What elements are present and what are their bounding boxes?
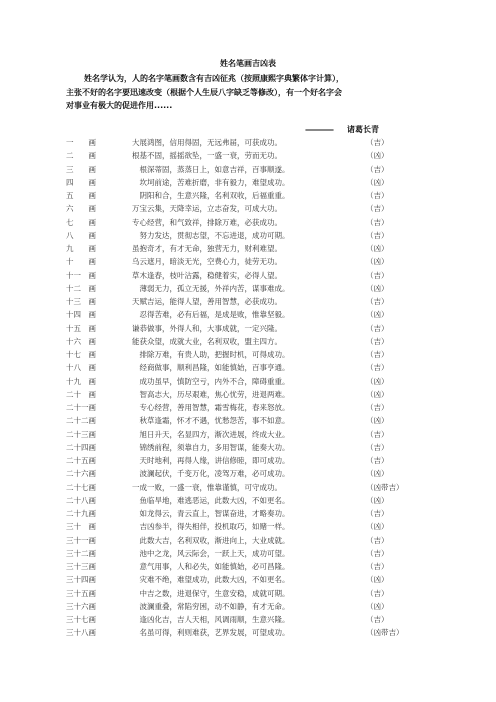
stroke-count: 三十二画 [66,548,96,558]
fortune-description: 此数大吉，名利双收，渐进向上，大业成就。 [132,535,290,545]
fortune-result: （凶） [366,244,389,253]
fortune-result: （吉） [366,442,389,452]
stroke-count: 六 画 [66,204,96,214]
fortune-result: （吉） [366,535,389,545]
fortune-result: （凶） [366,151,389,161]
author-signature [305,124,445,135]
stroke-count: 二十三画 [66,429,96,439]
table-row [66,507,456,520]
fortune-description: 经商做事，顺利昌隆，如能慎始，百事亨通。 [132,363,290,373]
table-row [66,626,456,639]
fortune-description: 能获众望，成就大业，名利双收，盟主四方。 [132,336,282,346]
stroke-count: 三十八画 [66,628,96,638]
stroke-count: 二十九画 [66,509,96,518]
intro-paragraph [66,72,430,113]
table-row [66,467,456,480]
fortune-result: （吉） [366,403,389,412]
fortune-result: （吉） [366,336,389,346]
fortune-description: 成功虽早，慎防空亏，内外不合，障碍重重。 [132,376,290,386]
table-row [66,520,456,533]
fortune-description: 忍得苦难，必有后福，是成是败，惟靠坚毅。 [132,310,290,320]
stroke-count: 十七 画 [66,350,96,359]
stroke-count: 七 画 [66,217,96,227]
stroke-count: 二十八画 [66,495,96,505]
fortune-description: 薄弱无力，孤立无援，外祥内苦，谋事难成。 [132,283,290,293]
fortune-result: （凶） [366,416,389,426]
fortune-result: （吉） [366,429,389,439]
stroke-count: 三十三画 [66,562,96,571]
fortune-description: 根深蒂固，蒸蒸日上，如意吉祥，百事顺遂。 [132,164,290,174]
fortune-description: 专心经营，善用智慧，霜雪梅花，春来怒放。 [132,403,290,412]
fortune-result: （吉） [366,217,389,227]
fortune-description: 阴阳和合，生意兴隆，名利双收，后福重重。 [132,191,290,200]
fortune-description: 大展鸿图，信用得固，无远弗届，可获成功。 [132,138,282,147]
fortune-result: （凶） [366,389,389,399]
stroke-count: 十五 画 [66,323,96,333]
stroke-count: 三十五画 [66,588,96,598]
table-row [66,176,456,189]
fortune-description: 虽抱奇才，有才无命，独营无力，财利难望。 [132,244,282,253]
table-row [66,560,456,573]
table-row [66,414,456,427]
fortune-result: （吉） [366,456,389,465]
fortune-result: （凶） [366,310,389,320]
stroke-count: 三十四画 [66,575,96,585]
stroke-count: 三十一画 [66,535,96,545]
fortune-result: （凶） [366,469,389,479]
fortune-result: （凶） [366,257,389,267]
table-row [66,573,456,586]
table-row [66,163,456,176]
table-row [66,361,456,374]
fortune-description: 智高志大，历尽艰难，焦心忧劳，进退两难。 [132,389,290,399]
stroke-table [66,136,456,640]
fortune-description: 排除万难，有贵人助，把握时机，可得成功。 [132,350,290,359]
fortune-description: 名虽可得，利则难获，艺界发展，可望成功。 [132,628,290,638]
fortune-result: （吉） [366,270,389,280]
fortune-description: 坎坷前途，苦难折磨，非有毅力，难望成功。 [132,177,290,187]
fortune-result: （凶） [366,522,389,532]
stroke-count: 十四 画 [66,310,96,320]
table-row [66,600,456,613]
table-row [66,335,456,348]
fortune-result: （吉） [366,588,389,598]
table-row [66,189,456,202]
fortune-description: 逢凶化吉，吉人天相，风调雨顺，生意兴隆。 [132,615,290,624]
intro-line: 主张不好的名字要迅速改变（根据个人生辰八字缺乏等修改），有一个好名字会 [66,87,342,97]
stroke-count: 三十七画 [66,615,96,624]
table-row [66,388,456,401]
fortune-description: 一成一败，一盛一衰，惟靠谨慎，可守成功。 [132,482,282,492]
fortune-description: 池中之龙，风云际会，一跃上天，成功可望。 [132,548,290,558]
table-row [66,481,456,494]
table-row [66,494,456,507]
table-row [66,428,456,441]
fortune-description: 根基不固，摇摇欲坠，一盛一衰，劳而无功。 [132,151,282,161]
stroke-count: 二十六画 [66,469,96,479]
fortune-result: （凶带吉） [366,482,404,492]
table-row [66,136,456,149]
stroke-count: 二十 画 [66,389,96,399]
table-row [66,401,456,414]
stroke-count: 三十 画 [66,522,96,532]
fortune-result: （吉） [366,297,389,306]
table-row [66,229,456,242]
fortune-description: 锦绣前程，须靠自力，多用智谋，能奏大功。 [132,442,290,452]
stroke-count: 八 画 [66,230,96,240]
stroke-count: 一 画 [66,138,96,147]
stroke-count: 十六 画 [66,336,96,346]
table-row [66,534,456,547]
fortune-result: （吉） [366,230,389,240]
fortune-description: 波澜起伏，千变万化，凌驾万难，必可成功。 [132,469,290,479]
fortune-result: （吉） [366,562,389,571]
stroke-count: 二十一画 [66,403,96,412]
fortune-description: 万宝云集，天降幸运，立志奋发，可成大功。 [132,204,282,214]
fortune-result: （吉） [366,363,389,373]
stroke-count: 二 画 [66,151,96,161]
table-row [66,613,456,626]
stroke-count: 十九 画 [66,376,96,386]
table-row [66,454,456,467]
fortune-result: （吉） [366,323,389,333]
fortune-result: （凶） [366,283,389,293]
table-row [66,441,456,454]
fortune-description: 专心经营，和气致祥，排除万难，必获成功。 [132,217,282,227]
fortune-result: （凶带吉） [366,628,404,638]
fortune-description: 鱼临旱地，难逃恶运，此数大凶，不如更名。 [132,495,290,505]
table-row [66,202,456,215]
intro-line: 姓名学认为，人的名字笔画数含有吉凶征兆（按照康熙字典繁体字计算）， [84,74,344,83]
table-row [66,269,456,282]
fortune-result: （凶） [366,495,389,505]
fortune-result: （吉） [366,164,389,174]
stroke-count: 四 画 [66,177,96,187]
stroke-count: 十二 画 [66,283,96,293]
fortune-description: 如龙得云，青云直上，智谋奋进，才略奏功。 [132,509,290,518]
table-row [66,216,456,229]
fortune-result: （凶） [366,376,389,386]
fortune-result: （凶） [366,601,389,611]
stroke-count: 二十五画 [66,456,96,465]
table-row [66,255,456,268]
fortune-description: 波澜重叠，常陷穷困，动不如静，有才无命。 [132,601,290,611]
table-row [66,322,456,335]
signature-dash: ———— [305,125,333,134]
stroke-count: 三 画 [66,164,96,174]
fortune-description: 秋草逢霜，怀才不遇，忧愁怨苦，事不如意。 [132,416,290,426]
fortune-description: 意气用事，人和必失，如能慎始，必可昌隆。 [132,562,290,571]
stroke-count: 二十四画 [66,442,96,452]
stroke-count: 二十七画 [66,482,96,492]
fortune-result: （凶） [366,575,389,585]
fortune-description: 天时地利，再得人缘，讲信修睦，即可成功。 [132,456,290,465]
fortune-description: 吉凶参半，得失相伴，投机取巧，如赌一样。 [132,522,290,532]
stroke-count: 三十六画 [66,601,96,611]
fortune-description: 谦恭做事，外得人和，大事成就，一定兴隆。 [132,323,282,333]
table-row [66,547,456,560]
author-name: 诸葛长青 [347,125,379,134]
table-row [66,149,456,162]
table-row [66,348,456,361]
fortune-description: 天赋吉运，能得人望，善用智慧，必获成功。 [132,297,282,306]
fortune-description: 草木逢春，枝叶沾露，稳健着实，必得人望。 [132,270,282,280]
table-row [66,295,456,308]
table-row [66,282,456,295]
fortune-result: （吉） [366,509,389,518]
stroke-count: 十八 画 [66,363,96,373]
table-row [66,308,456,321]
stroke-count: 十 画 [66,257,96,267]
stroke-count: 九 画 [66,244,96,253]
fortune-description: 中吉之数，进退保守，生意安稳，成就可期。 [132,588,290,598]
stroke-count: 十三 画 [66,297,96,306]
stroke-count: 十一 画 [66,270,96,280]
fortune-description: 努力发达，贯彻志望，不忘进退，成功可期。 [132,230,290,240]
fortune-result: （吉） [366,138,389,147]
table-row [66,242,456,255]
table-row [66,375,456,388]
fortune-description: 乌云遮月，暗淡无光，空费心力，徒劳无功。 [132,257,282,267]
intro-line: 对事业有极大的促进作用...... [66,101,173,110]
fortune-result: （吉） [366,204,389,214]
fortune-result: （凶） [366,177,389,187]
fortune-result: （吉） [366,548,389,558]
fortune-result: （吉） [366,191,389,200]
fortune-description: 旭日升天，名显四方，渐次进展，终成大业。 [132,429,290,439]
table-row [66,587,456,600]
document-title: 姓名笔画吉凶表 [220,59,276,68]
fortune-description: 灾难不绝，难望成功，此数大凶，不如更名。 [132,575,290,585]
fortune-result: （吉） [366,615,389,624]
fortune-result: （吉） [366,350,389,359]
stroke-count: 二十二画 [66,416,96,426]
stroke-count: 五 画 [66,191,96,200]
